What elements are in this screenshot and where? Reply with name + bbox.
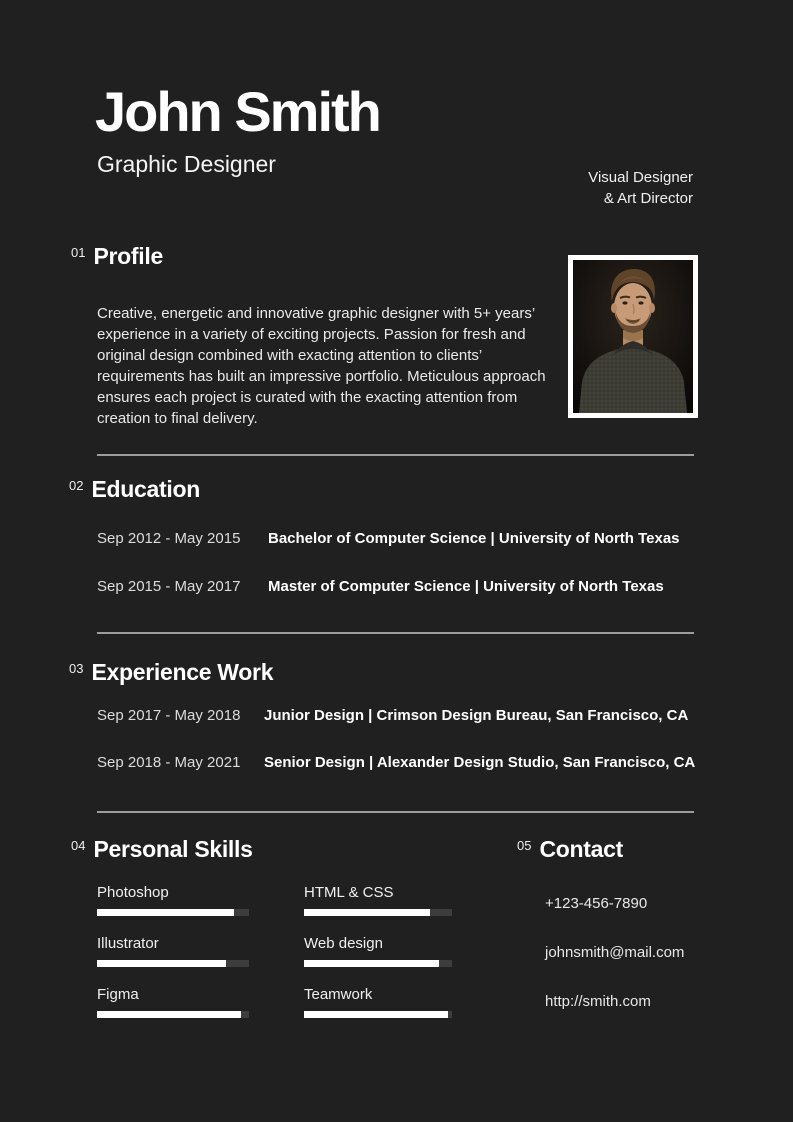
education-row <box>97 578 737 598</box>
skill-bar-fill <box>304 1011 448 1018</box>
skill-item <box>304 935 452 967</box>
tagline-line-2: & Art Director <box>603 190 693 207</box>
section-number: 05 <box>517 838 532 853</box>
experience-row <box>97 754 737 774</box>
profile-heading <box>71 244 163 269</box>
skill-item <box>97 986 249 1018</box>
skill-bar <box>304 909 452 916</box>
section-number: 03 <box>69 661 84 676</box>
experience-row <box>97 707 737 727</box>
divider <box>97 454 694 456</box>
section-title: Experience Work <box>91 659 274 685</box>
education-detail: Bachelor of Computer Science | University of North Texas <box>268 530 680 547</box>
section-title: Profile <box>93 243 163 269</box>
skill-label: Illustrator <box>97 935 159 952</box>
skill-label: HTML & CSS <box>304 884 394 901</box>
profile-photo <box>568 255 698 418</box>
skill-label: Figma <box>97 986 139 1003</box>
skill-bar-fill <box>304 909 430 916</box>
contact-website: http://smith.com <box>545 993 651 1010</box>
skill-label: Teamwork <box>304 986 373 1003</box>
education-detail: Master of Computer Science | University of North Texas <box>268 578 664 595</box>
skill-bar-fill <box>97 1011 241 1018</box>
skills-heading <box>71 837 253 862</box>
skill-bar-fill <box>97 909 234 916</box>
skill-item <box>304 884 452 916</box>
education-dates: Sep 2015 - May 2017 <box>97 578 241 595</box>
portrait-illustration <box>573 260 693 413</box>
section-title: Personal Skills <box>93 836 253 862</box>
job-title: Graphic Designer <box>97 151 276 177</box>
experience-heading <box>69 660 273 685</box>
profile-summary: Creative, energetic and innovative graphic designer with 5+ years’ experience in a variety of exciting projects. Passion for fresh and original design combined with exacting attention to clients’ requirements has built an impressive portfolio. Meticulous approach ensures each project is curated with the exacting attention from creation to final delivery. <box>97 305 546 427</box>
section-title: Contact <box>539 836 623 862</box>
skill-bar <box>304 1011 452 1018</box>
skill-item <box>97 935 249 967</box>
skills-column-right <box>304 884 452 1037</box>
section-number: 02 <box>69 478 84 493</box>
skill-label: Web design <box>304 935 383 952</box>
skill-bar-fill <box>304 960 439 967</box>
skill-label: Photoshop <box>97 884 169 901</box>
experience-dates: Sep 2018 - May 2021 <box>97 754 241 771</box>
experience-dates: Sep 2017 - May 2018 <box>97 707 241 724</box>
skill-bar <box>97 1011 249 1018</box>
skill-bar <box>97 909 249 916</box>
tagline <box>588 167 693 209</box>
contact-phone: +123-456-7890 <box>545 895 648 912</box>
skills-column-left <box>97 884 249 1037</box>
skill-bar-fill <box>97 960 226 967</box>
divider <box>97 811 694 813</box>
education-heading <box>69 477 200 502</box>
education-dates: Sep 2012 - May 2015 <box>97 530 241 547</box>
skill-item <box>304 986 452 1018</box>
divider <box>97 632 694 634</box>
person-name: John Smith <box>95 80 380 143</box>
contact-heading <box>517 837 623 862</box>
experience-detail: Senior Design | Alexander Design Studio, San Francisco, CA <box>264 754 696 771</box>
skill-bar <box>304 960 452 967</box>
education-row <box>97 530 737 550</box>
tagline-line-1: Visual Designer <box>588 169 693 186</box>
experience-detail: Junior Design | Crimson Design Bureau, San Francisco, CA <box>264 707 689 724</box>
section-number: 01 <box>71 245 86 260</box>
skill-bar <box>97 960 249 967</box>
section-number: 04 <box>71 838 86 853</box>
contact-email: johnsmith@mail.com <box>545 944 685 961</box>
skill-item <box>97 884 249 916</box>
section-title: Education <box>91 476 200 502</box>
